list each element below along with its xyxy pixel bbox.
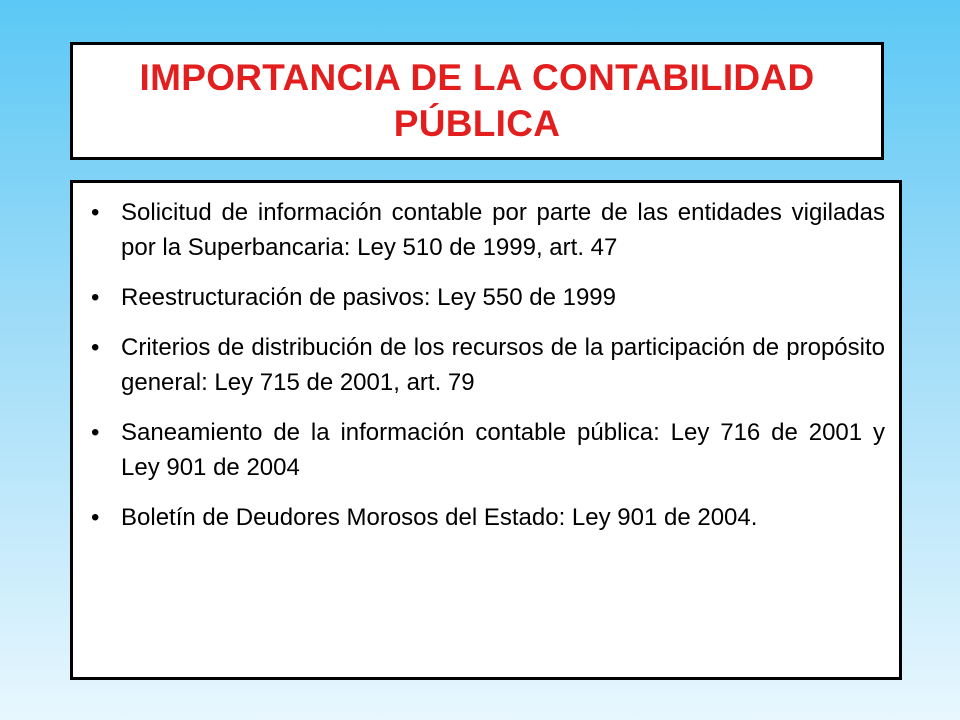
- bullet-dot-icon: •: [91, 504, 100, 531]
- bullet-text: Criterios de distribución de los recursos de la participación de propósito general: Ley 715 de 2001, art. 79: [121, 334, 885, 396]
- bullet-item-criterios: [87, 330, 885, 400]
- bullet-dot-icon: •: [91, 334, 100, 361]
- bullet-list: [87, 195, 885, 535]
- bullet-text: Saneamiento de la información contable pública: Ley 716 de 2001 y Ley 901 de 2004: [121, 419, 885, 481]
- bullet-text: Boletín de Deudores Morosos del Estado: Ley 901 de 2004.: [121, 504, 758, 531]
- bullet-item-reestructuracion: [87, 280, 885, 315]
- title-box: [70, 42, 884, 160]
- slide-title-line-2: PÚBLICA: [393, 103, 561, 144]
- bullet-item-boletin: [87, 500, 885, 535]
- slide-title-line-1: IMPORTANCIA DE LA CONTABILIDAD: [139, 57, 815, 98]
- bullet-dot-icon: •: [91, 199, 100, 226]
- bullet-item-saneamiento: [87, 415, 885, 485]
- slide-title: [140, 55, 815, 147]
- bullet-dot-icon: •: [91, 284, 100, 311]
- content-box: [70, 180, 902, 680]
- bullet-text: Reestructuración de pasivos: Ley 550 de 1999: [121, 284, 616, 311]
- bullet-text: Solicitud de información contable por parte de las entidades vigiladas por la Superbancaria: Ley 510 de 1999, art. 47: [121, 199, 885, 261]
- bullet-item-superbancaria: [87, 195, 885, 265]
- bullet-dot-icon: •: [91, 419, 100, 446]
